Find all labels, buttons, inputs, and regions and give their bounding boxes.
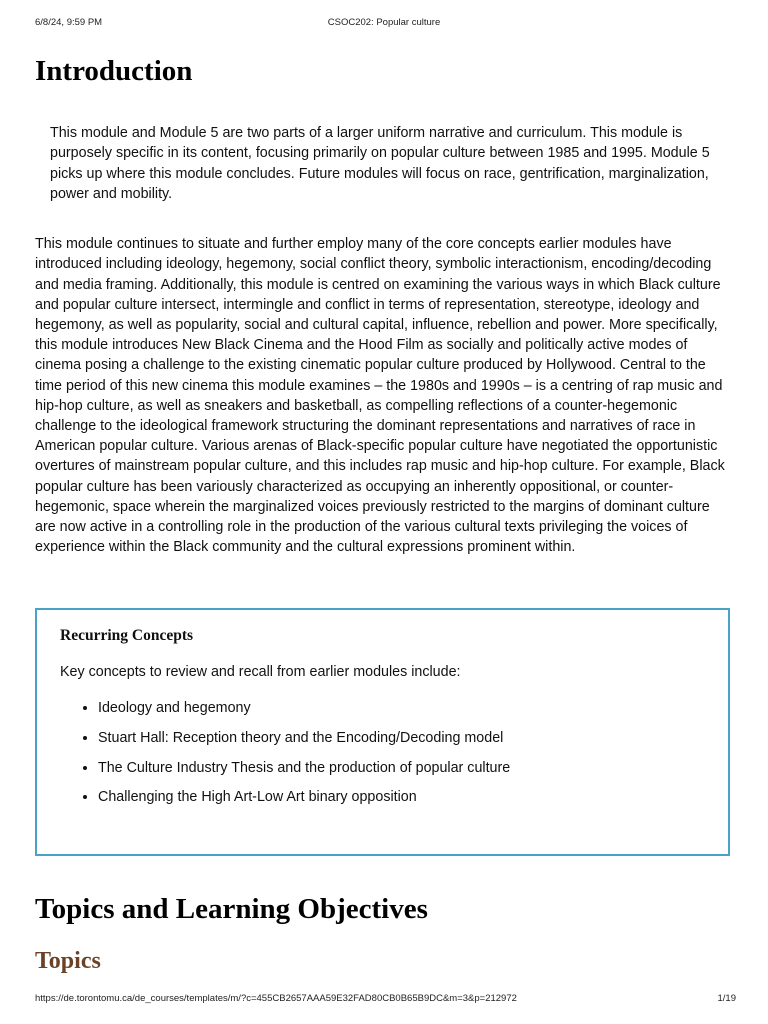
topics-subheading: Topics	[35, 948, 101, 974]
page-content	[35, 52, 731, 557]
recurring-concepts-list	[60, 698, 510, 817]
print-date: 6/8/24, 9:59 PM	[35, 17, 103, 28]
recurring-concepts-intro: Key concepts to review and recall from earlier modules include:	[60, 664, 461, 680]
introduction-lead-paragraph: This module and Module 5 are two parts of a larger uniform narrative and curriculum. This module is purposely specific in its content, focusing primarily on popular culture between 1985 and 1995. Module 5 picks up where this module concludes. Future modules will focus on race, gentrification, marginalization, power and mobility.	[50, 125, 710, 202]
list-item: • The Culture Industry Thesis and the production of popular culture	[98, 758, 510, 778]
list-item: • Challenging the High Art-Low Art binary opposition	[98, 787, 510, 807]
topics-objectives-heading: Topics and Learning Objectives	[35, 893, 428, 925]
list-item: • Ideology and hegemony	[98, 698, 510, 718]
introduction-body-paragraph: This module continues to situate and further employ many of the core concepts earlier modules have introduced including ideology, hegemony, social conflict theory, symbolic interactionism, encoding/decoding and media framing. Additionally, this module is centred on examining the various ways in which Black culture and popular culture intersect, intermingle and conflict in terms of representation, stereotype, ideology and hegemony, as well as popularity, social and cultural capital, influence, rebellion and power. More specifically, this module introduces New Black Cinema and the Hood Film as socially and politically active modes of cinema posing a challenge to the existing cinematic popular culture produced by Hollywood. Central to the time period of this new cinema this module examines – the 1980s and 1990s – is a centring of rap music and hip-hop culture, as well as sneakers and basketball, as compelling reflections of a counter-hegemonic challenge to the ideological framework structuring the dominant representations and narratives of race in American popular culture. Various arenas of Black-specific popular culture have negotiated the opportunistic overtures of mainstream popular culture, and this includes rap music and hip-hop culture. For example, Black popular culture has been variously characterized as occupying an inherently oppositional, or counter-hegemonic, space wherein the marginalized voices previously restricted to the margins of dominant culture are now active in a controlling role in the production of the various cultural texts privileging the voices of experience within the Black community and the cultural expressions prominent within.	[35, 236, 725, 556]
introduction-heading: Introduction	[35, 55, 193, 87]
page-url: https://de.torontomu.ca/de_courses/templates/m/?c=455CB2657AAA59E32FAD80CB0B65B9DC&m=3&p=212972	[35, 993, 517, 1004]
page-number: 1/19	[717, 993, 736, 1004]
recurring-concepts-heading: Recurring Concepts	[60, 627, 194, 644]
recurring-concepts-box	[35, 608, 730, 856]
list-item: • Stuart Hall: Reception theory and the Encoding/Decoding model	[98, 728, 510, 748]
document-title: CSOC202: Popular culture	[327, 17, 441, 28]
